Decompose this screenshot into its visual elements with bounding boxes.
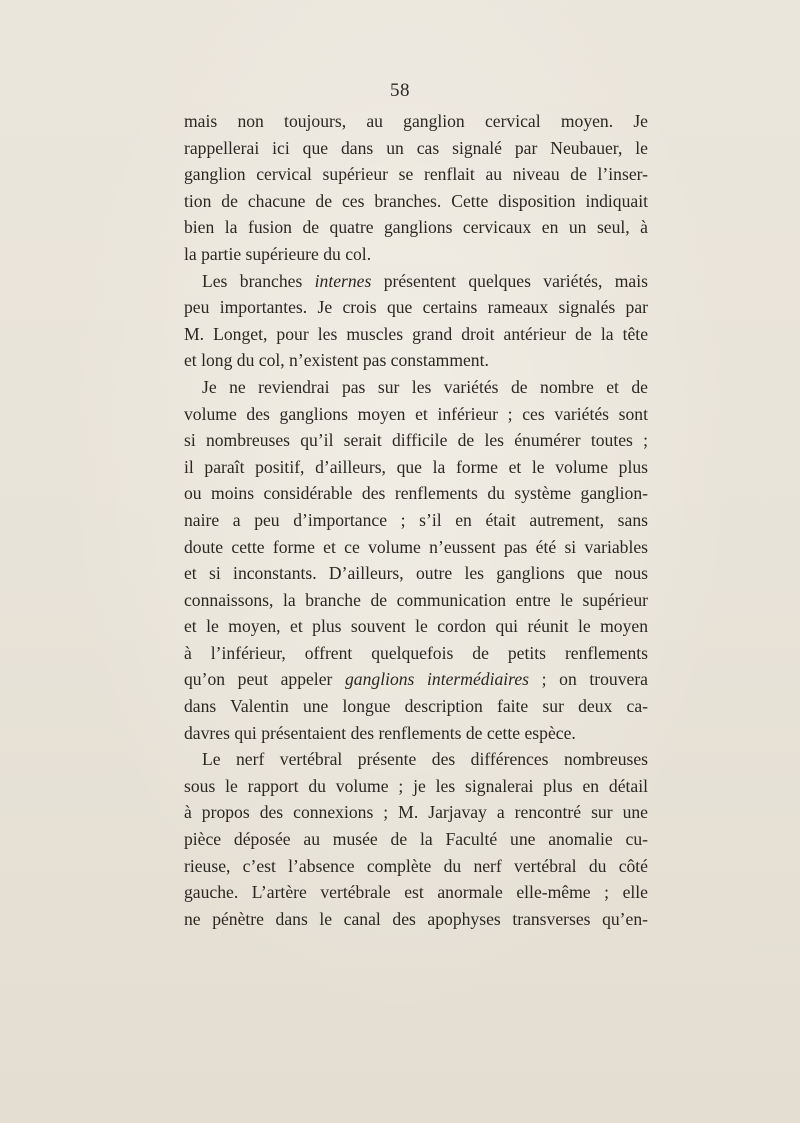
text-line	[184, 214, 648, 241]
text-segment: ne pénètre dans le canal des apophyses transverses qu’en-	[184, 908, 648, 929]
text-line	[184, 454, 648, 481]
text-segment: M. Longet, pour les muscles grand droit antérieur de la tête	[184, 323, 648, 344]
text-segment: Je ne reviendrai pas sur les variétés de nombre et de	[202, 376, 648, 397]
text-line	[184, 746, 648, 773]
text-segment: davres qui présentaient des renflements de cette espèce.	[184, 722, 576, 743]
text-segment: rieuse, c’est l’absence complète du nerf vertébral du côté	[184, 855, 648, 876]
text-line	[184, 401, 648, 428]
text-line	[184, 161, 648, 188]
body-text	[184, 108, 648, 932]
text-segment: ganglion cervical supérieur se renflait au niveau de l’inser-	[184, 164, 648, 185]
text-line	[184, 294, 648, 321]
text-segment: et si inconstants. D’ailleurs, outre les ganglions que nous	[184, 563, 648, 584]
text-segment: présentent quelques variétés, mais	[371, 270, 648, 291]
text-segment: ou moins considérable des renflements du système ganglion-	[184, 483, 648, 504]
text-line	[184, 374, 648, 401]
text-line	[184, 693, 648, 720]
text-segment: rappellerai ici que dans un cas signalé par Neubauer, le	[184, 137, 648, 158]
text-line	[184, 268, 648, 295]
text-line	[184, 799, 648, 826]
text-segment: mais non toujours, au ganglion cervical moyen. Je	[184, 111, 648, 131]
text-line	[184, 613, 648, 640]
text-line	[184, 347, 648, 374]
text-segment: Le nerf vertébral présente des différences nombreuses	[202, 749, 648, 770]
text-segment: Les branches	[202, 270, 315, 291]
text-line	[184, 826, 648, 853]
text-segment: volume des ganglions moyen et inférieur ; ces variétés sont	[184, 403, 648, 424]
text-segment: sous le rapport du volume ; je les signalerai plus en détail	[184, 775, 648, 796]
text-segment: et le moyen, et plus souvent le cordon qui réunit le moyen	[184, 616, 648, 637]
text-line	[184, 321, 648, 348]
text-line	[184, 108, 648, 135]
text-segment: pièce déposée au musée de la Faculté une anomalie cu-	[184, 829, 648, 850]
text-segment: ; on trouvera	[529, 669, 648, 690]
text-segment: à propos des connexions ; M. Jarjavay a rencontré sur une	[184, 802, 648, 823]
text-segment: tion de chacune de ces branches. Cette disposition indiquait	[184, 190, 648, 211]
text-segment: à l’inférieur, offrent quelquefois de petits renflements	[184, 642, 648, 663]
text-line	[184, 188, 648, 215]
text-line	[184, 906, 648, 933]
text-line	[184, 720, 648, 747]
italic-term: ganglions intermédiaires	[345, 669, 529, 690]
text-segment: peu importantes. Je crois que certains rameaux signalés par	[184, 297, 648, 318]
text-segment: naire a peu d’importance ; s’il en était autrement, sans	[184, 509, 648, 530]
text-line	[184, 640, 648, 667]
text-line	[184, 773, 648, 800]
text-segment: qu’on peut appeler	[184, 669, 345, 690]
text-line	[184, 879, 648, 906]
text-line	[184, 480, 648, 507]
text-segment: bien la fusion de quatre ganglions cervicaux en un seul, à	[184, 217, 648, 238]
text-line	[184, 534, 648, 561]
text-segment: la partie supérieure du col.	[184, 243, 372, 264]
text-segment: gauche. L’artère vertébrale est anormale elle-même ; elle	[184, 882, 648, 903]
text-segment: connaissons, la branche de communication entre le supérieur	[184, 589, 648, 610]
text-line	[184, 507, 648, 534]
text-segment: si nombreuses qu’il serait difficile de les énumérer toutes ;	[184, 430, 648, 451]
text-segment: dans Valentin une longue description faite sur deux ca-	[184, 696, 648, 717]
text-line	[184, 427, 648, 454]
italic-term: internes	[314, 270, 372, 291]
text-line	[184, 666, 648, 693]
text-segment: et long du col, n’existent pas constamment.	[184, 350, 489, 371]
text-line	[184, 853, 648, 880]
page-number: 58	[390, 80, 410, 101]
text-line	[184, 135, 648, 162]
text-segment: doute cette forme et ce volume n’eussent pas été si variables	[184, 536, 648, 557]
text-line	[184, 241, 648, 268]
text-line	[184, 587, 648, 614]
text-segment: il paraît positif, d’ailleurs, que la forme et le volume plus	[184, 456, 648, 477]
text-line	[184, 560, 648, 587]
